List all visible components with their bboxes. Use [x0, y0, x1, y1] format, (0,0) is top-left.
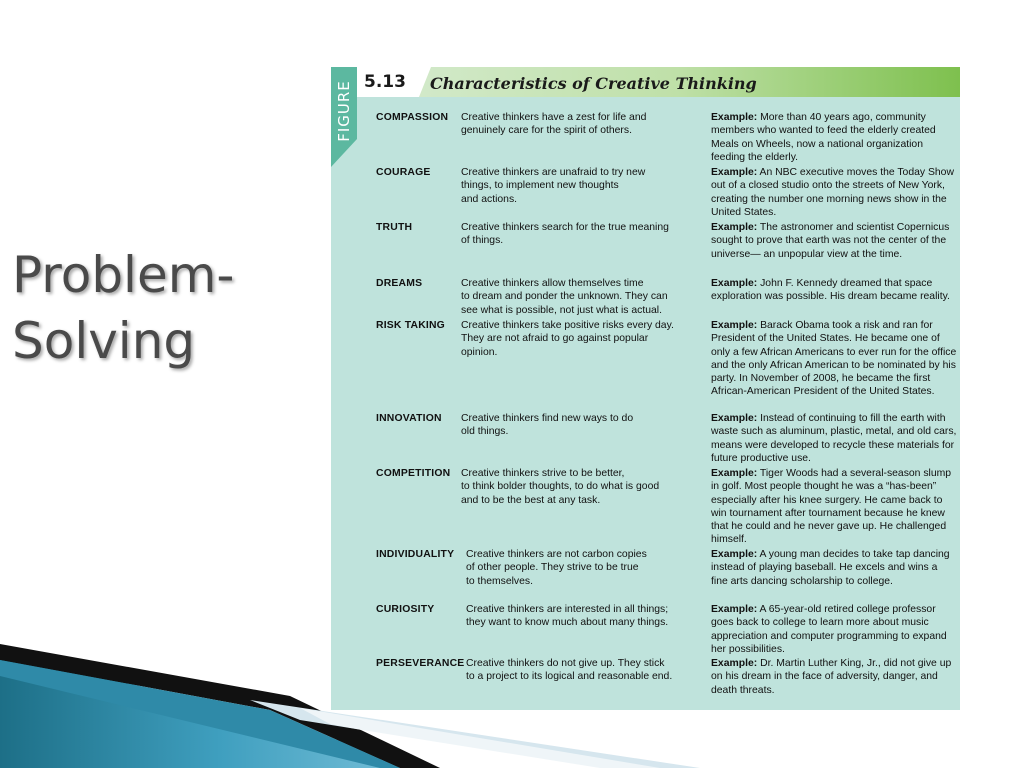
trait-example [711, 412, 957, 465]
example-prefix: Example: [711, 658, 758, 669]
figure-panel [331, 67, 960, 710]
example-prefix: Example: [711, 167, 758, 178]
example-text: John F. Kennedy dreamed that space exploration was possible. His dream became reality. [711, 278, 950, 303]
trait-description: Creative thinkers search for the true meaning of things. [461, 222, 669, 247]
example-text: A 65-year-old retired college professor goes back to college to learn more about music appreciation and computer programming to expand her possibilities. [711, 604, 947, 655]
example-text: Instead of continuing to fill the earth with waste such as aluminum, plastic, metal, and old cars, means were developed to recycle these materials for future productive use. [711, 413, 957, 464]
trait-description: Creative thinkers strive to be better, to think bolder thoughts, to do what is good and to be the best at any task. [461, 468, 660, 506]
trait-label: PERSEVERANCE [376, 658, 465, 669]
example-prefix: Example: [711, 112, 758, 123]
trait-example [711, 277, 957, 304]
trait-description: Creative thinkers are unafraid to try new things, to implement new thoughts and actions. [461, 167, 646, 205]
trait-example [711, 467, 957, 547]
trait-example [711, 603, 957, 656]
trait-label: COURAGE [376, 167, 431, 178]
example-prefix: Example: [711, 468, 758, 479]
slide-title [12, 242, 312, 374]
trait-label: CURIOSITY [376, 604, 435, 615]
trait-example [711, 657, 957, 697]
example-text: An NBC executive moves the Today Show out of a closed studio onto the streets of New York, creating the number one morning news show in the United States. [711, 167, 954, 218]
trait-label: TRUTH [376, 222, 413, 233]
trait-example [711, 548, 957, 588]
trait-description: Creative thinkers allow themselves time to dream and ponder the unknown. They can see what is possible, not just what is actual. [461, 278, 668, 316]
trait-description: Creative thinkers do not give up. They stick to a project to its logical and reasonable end. [466, 658, 673, 683]
example-text: More than 40 years ago, community members who wanted to feed the elderly created Meals on Wheels, now a national organization feeding the elderly. [711, 112, 936, 163]
trait-label: INDIVIDUALITY [376, 549, 455, 560]
trait-label: RISK TAKING [376, 320, 445, 331]
slide-title-line2: Solving [12, 312, 196, 370]
figure-number: 5.13 [364, 72, 406, 92]
trait-example [711, 319, 957, 399]
trait-description: Creative thinkers are interested in all things; they want to know much about many things. [466, 604, 669, 629]
example-prefix: Example: [711, 320, 758, 331]
trait-description: Creative thinkers take positive risks every day. They are not afraid to go against popular opinion. [461, 320, 674, 358]
trait-description: Creative thinkers find new ways to do old things. [461, 413, 634, 438]
example-text: The astronomer and scientist Copernicus sought to prove that earth was not the center of the universe— an unpopular view at the time. [711, 222, 950, 260]
slide-title-line1: Problem- [12, 246, 235, 304]
trait-label: COMPETITION [376, 468, 451, 479]
trait-example [711, 111, 957, 164]
example-prefix: Example: [711, 549, 758, 560]
trait-example [711, 166, 957, 219]
trait-example [711, 221, 957, 261]
trait-label: COMPASSION [376, 112, 449, 123]
example-prefix: Example: [711, 222, 758, 233]
example-text: Tiger Woods had a several-season slump in golf. Most people thought he was a “has-been” especially after his knee surgery. He came back to win tournament after tournament because he knew that he could and he never gave up. He challenged himself. [711, 468, 952, 546]
example-prefix: Example: [711, 604, 758, 615]
trait-label: INNOVATION [376, 413, 442, 424]
figure-tab-label: FIGURE [335, 80, 353, 142]
example-prefix: Example: [711, 413, 758, 424]
example-text: A young man decides to take tap dancing instead of playing baseball. He excels and wins a fine arts dancing scholarship to college. [711, 549, 950, 587]
trait-label: DREAMS [376, 278, 423, 289]
trait-description: Creative thinkers are not carbon copies of other people. They strive to be true to themselves. [466, 549, 647, 587]
figure-title: Characteristics of Creative Thinking [430, 74, 757, 93]
example-text: Dr. Martin Luther King, Jr., did not give up on his dream in the face of adversity, danger, and death threats. [711, 658, 952, 696]
example-text: Barack Obama took a risk and ran for President of the United States. He became one of only a few African Americans to ever run for the office and the only African American to be nominated by his party. In November of 2008, he became the first African-American President of the United States. [711, 320, 957, 398]
example-prefix: Example: [711, 278, 758, 289]
trait-description: Creative thinkers have a zest for life and genuinely care for the spirit of others. [461, 112, 647, 137]
